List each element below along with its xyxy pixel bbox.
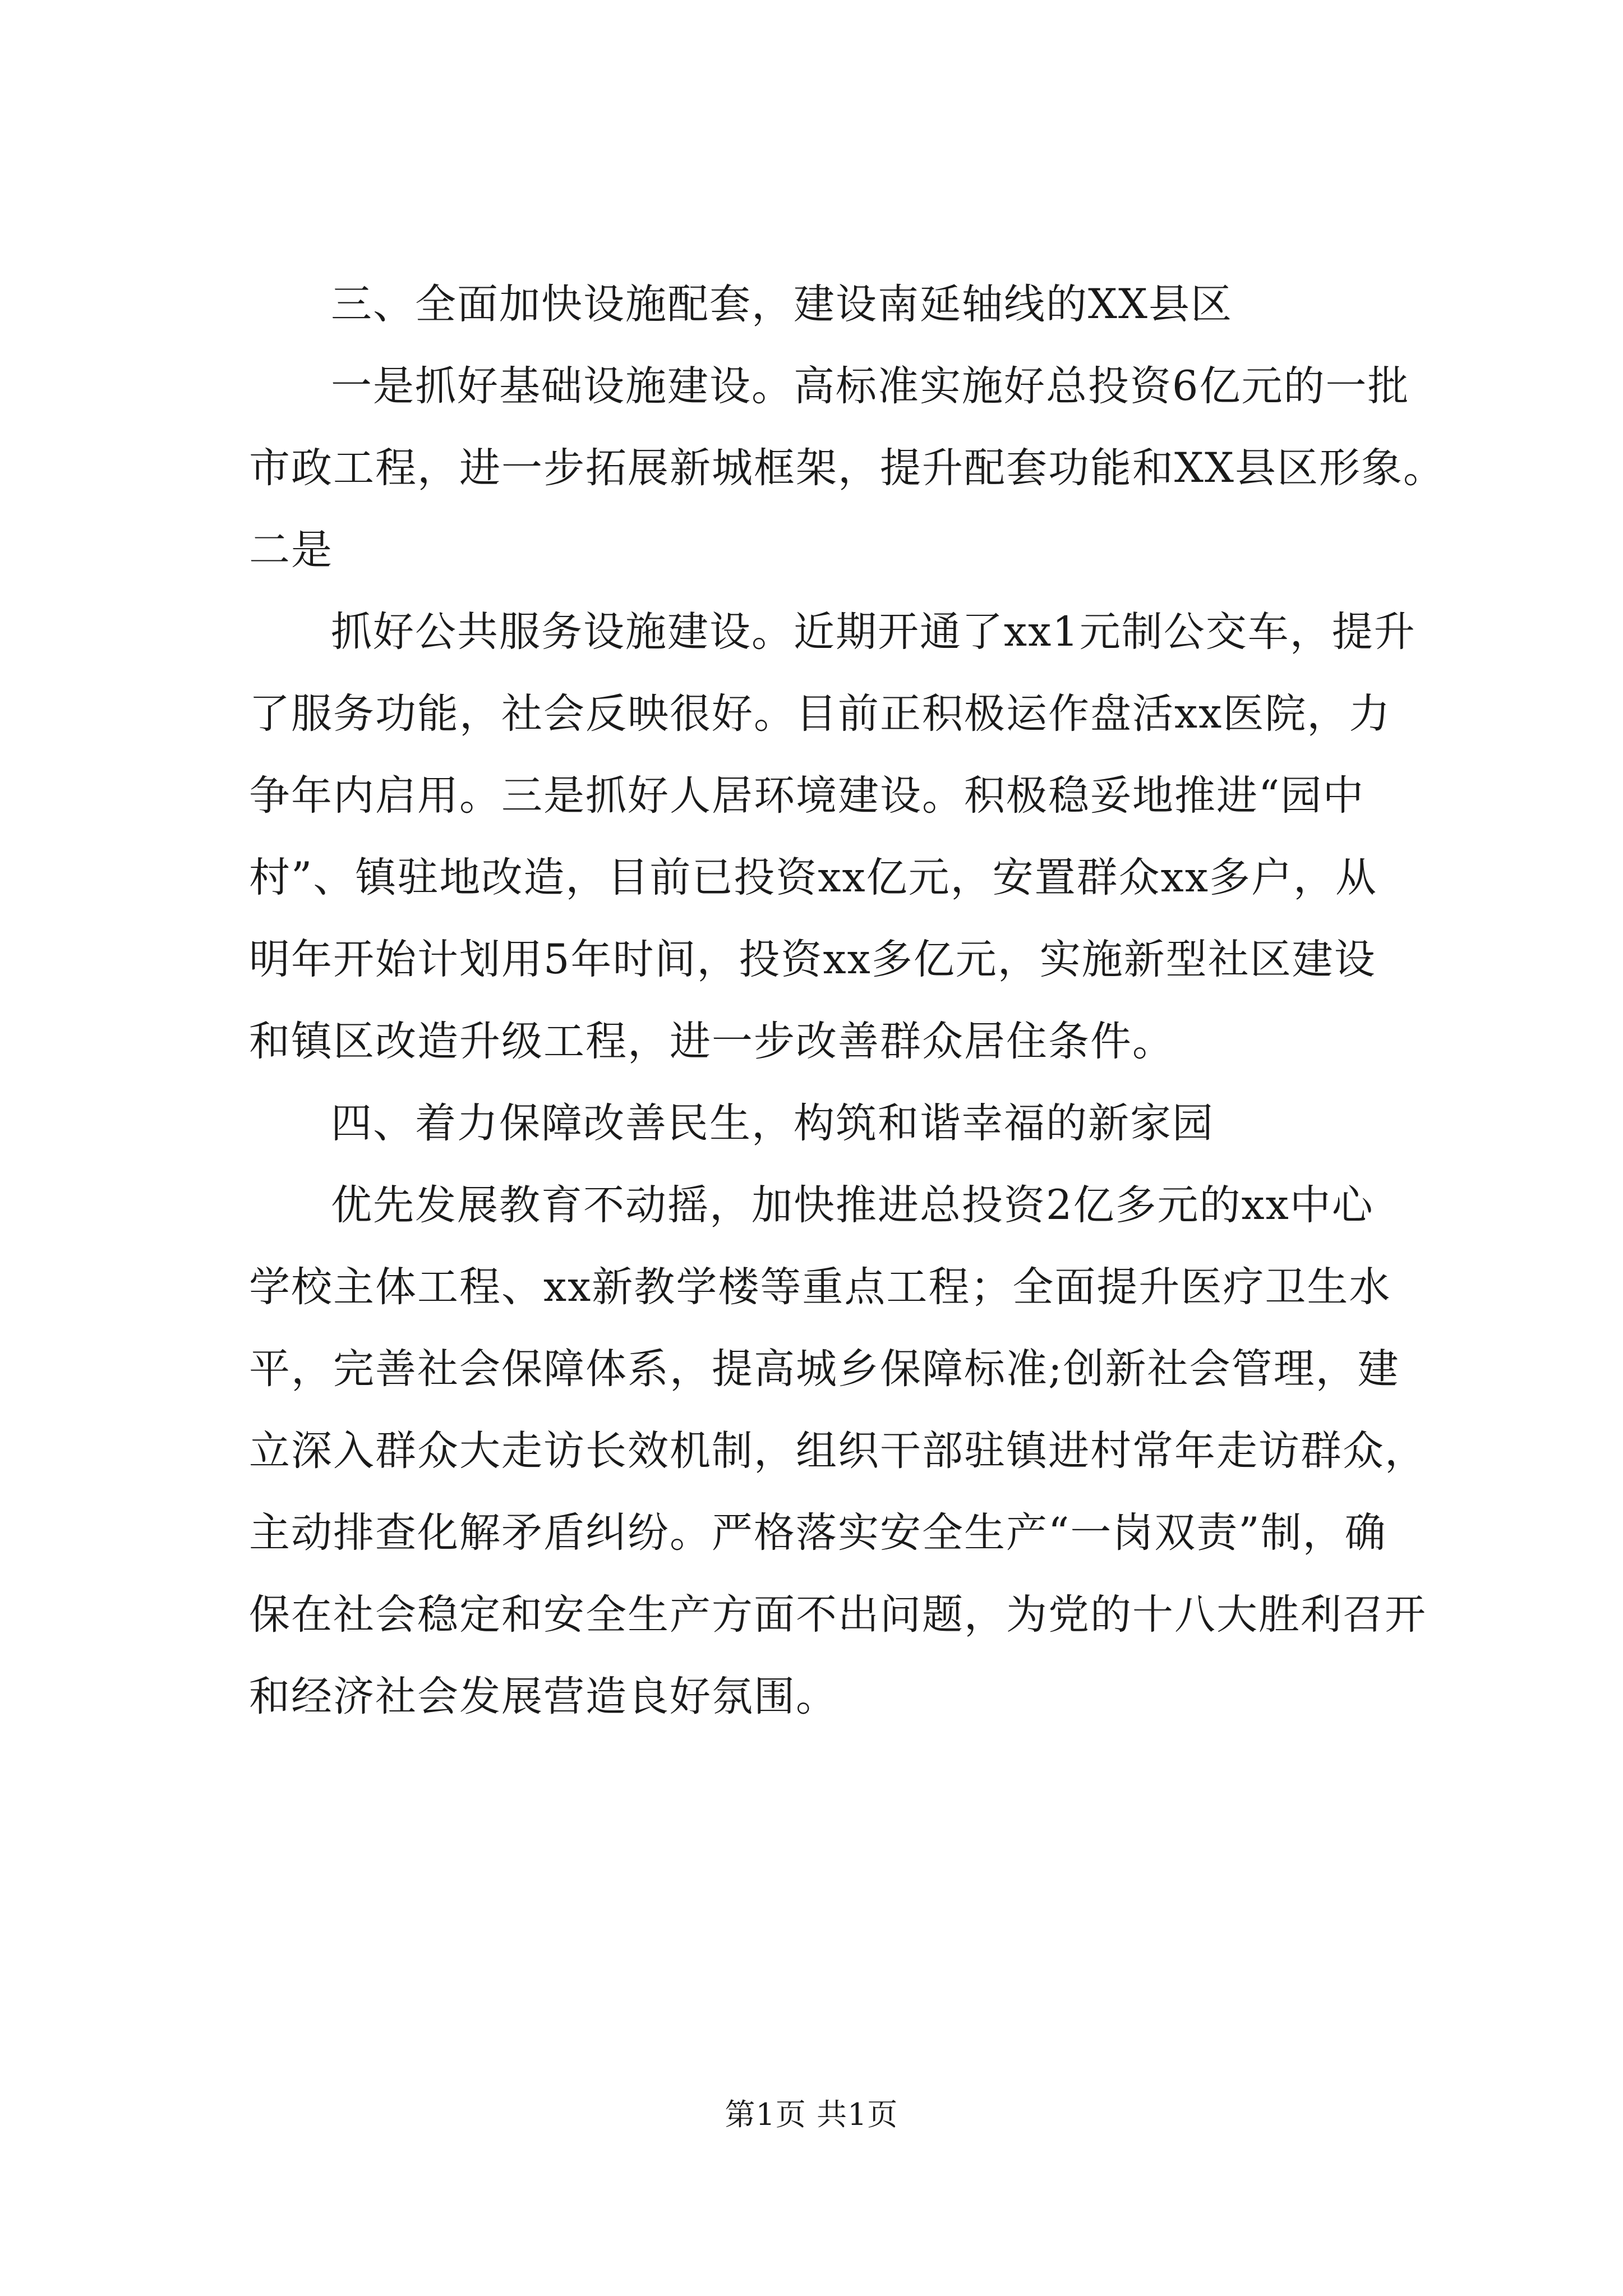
paragraph-line: 主动排查化解矛盾纠纷。严格落实安全生产“一岗双责”制，确 (249, 1509, 1387, 1557)
paragraph-line: 明年开始计划用5年时间，投资xx多亿元，实施新型社区建设 (249, 936, 1376, 983)
paragraph-line: 一是抓好基础设施建设。高标准实施好总投资6亿元的一批 (331, 362, 1410, 410)
section-heading-3: 三、全面加快设施配套，建设南延轴线的XX县区 (331, 280, 1233, 328)
paragraph-line: 学校主体工程、xx新教学楼等重点工程；全面提升医疗卫生水 (249, 1263, 1391, 1311)
section-heading-4: 四、着力保障改善民生，构筑和谐幸福的新家园 (331, 1099, 1214, 1147)
paragraph-line: 优先发展教育不动摇，加快推进总投资2亿多元的xx中心 (331, 1181, 1374, 1229)
paragraph-line: 了服务功能，社会反映很好。目前正积极运作盘活xx医院，力 (249, 690, 1391, 738)
paragraph-line: 保在社会稳定和安全生产方面不出问题，为党的十八大胜利召开 (249, 1591, 1427, 1639)
paragraph-line: 村”、镇驻地改造，目前已投资xx亿元，安置群众xx多户，从 (249, 854, 1377, 901)
page-number-label: 第1页 共1页 (725, 2097, 898, 2132)
paragraph-line: 平，完善社会保障体系，提高城乡保障标准;创新社会管理，建 (249, 1345, 1400, 1393)
document-body (249, 264, 1445, 1738)
paragraph-line: 和经济社会发展营造良好氛围。 (249, 1673, 838, 1720)
paragraph-line: 立深入群众大走访长效机制，组织干部驻镇进村常年走访群众， (249, 1427, 1427, 1475)
page-footer (0, 2095, 1623, 2134)
paragraph-line: 和镇区改造升级工程，进一步改善群众居住条件。 (249, 1018, 1174, 1065)
paragraph-line: 市政工程，进一步拓展新城框架，提升配套功能和XX县区形象。 (249, 444, 1445, 492)
paragraph-line: 二是 (249, 526, 333, 574)
paragraph-line: 争年内启用。三是抓好人居环境建设。积极稳妥地推进“园中 (249, 772, 1365, 820)
paragraph-line: 抓好公共服务设施建设。近期开通了xx1元制公交车，提升 (331, 608, 1416, 656)
